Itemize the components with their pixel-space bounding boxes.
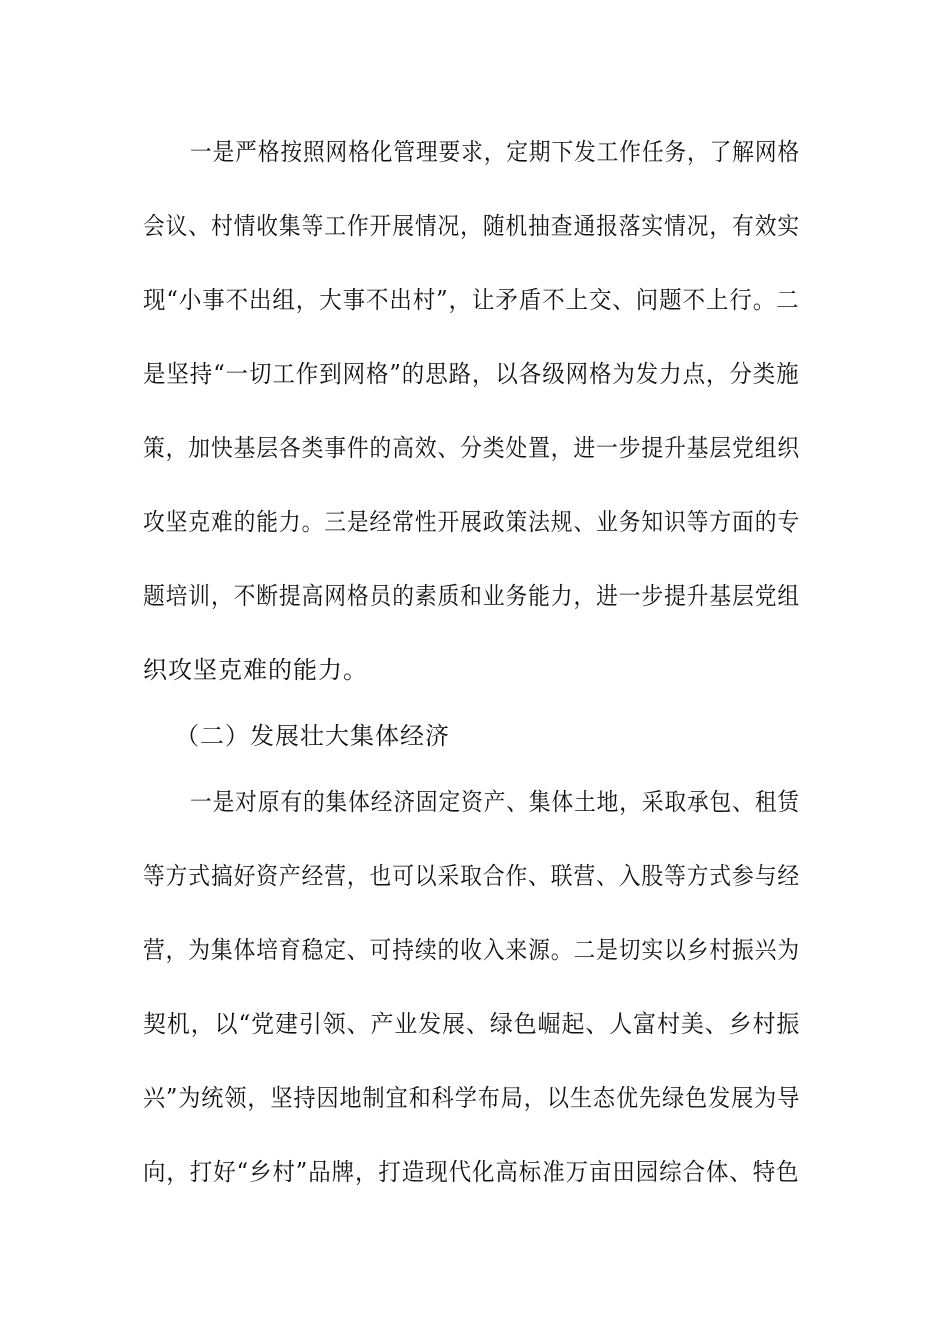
paragraph-line: 向，打好“乡村”品牌，打造现代化高标准万亩田园综合体、特色 — [143, 1158, 800, 1186]
paragraph-line: 一是严格按照网格化管理要求，定期下发工作任务，了解网格 — [190, 138, 800, 166]
paragraph-line: 等方式搞好资产经营，也可以采取合作、联营、入股等方式参与经 — [143, 862, 800, 890]
paragraph-line: 会议、村情收集等工作开展情况，随机抽查通报落实情况，有效实 — [143, 212, 800, 240]
paragraph-line: 织攻坚克难的能力。 — [143, 656, 368, 684]
paragraph-line: 一是对原有的集体经济固定资产、集体土地，采取承包、租赁 — [190, 788, 800, 816]
paragraph-line: 攻坚克难的能力。三是经常性开展政策法规、业务知识等方面的专 — [143, 508, 800, 536]
paragraph-line: 题培训，不断提高网格员的素质和业务能力，进一步提升基层党组 — [143, 582, 800, 610]
paragraph-line: 契机，以“党建引领、产业发展、绿色崛起、人富村美、乡村振 — [143, 1010, 801, 1038]
section-heading: （二）发展壮大集体经济 — [175, 722, 450, 750]
paragraph-line: 营，为集体培育稳定、可持续的收入来源。二是切实以乡村振兴为 — [143, 936, 800, 964]
paragraph-line: 策，加快基层各类事件的高效、分类处置，进一步提升基层党组织 — [143, 434, 800, 462]
paragraph-line: 兴”为统领，坚持因地制宜和科学布局，以生态优先绿色发展为导 — [143, 1084, 801, 1112]
paragraph-line: 现“小事不出组，大事不出村”，让矛盾不上交、问题不上行。二 — [143, 286, 800, 314]
paragraph-line: 是坚持“一切工作到网格”的思路，以各级网格为发力点，分类施 — [143, 360, 800, 388]
